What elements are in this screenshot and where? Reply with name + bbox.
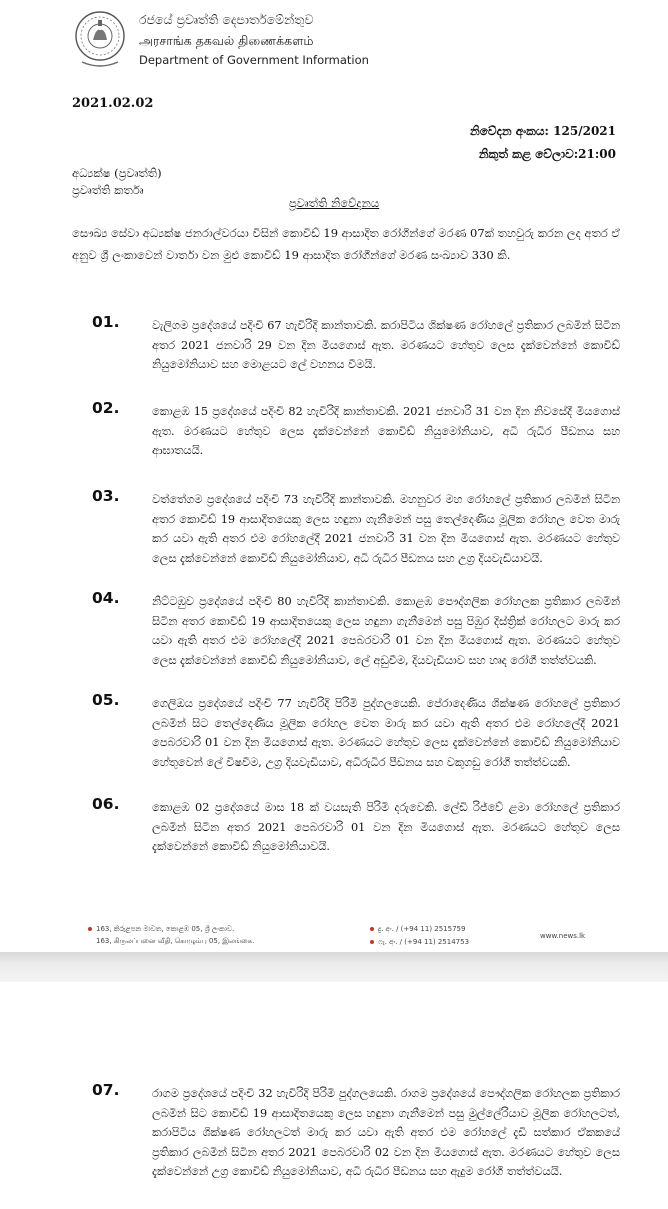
item-number: 06. (92, 795, 120, 813)
release-number: නිවේදන අංකය: 125/2021 (469, 124, 616, 138)
page-separator (0, 952, 668, 982)
department-name-tamil: அரசாங்க தகவல் திணைக்களம் (139, 33, 314, 48)
addressee-editor: ප්‍රවෘත්ති කර්තෘ (72, 183, 144, 197)
sri-lanka-emblem-icon (72, 6, 128, 70)
footer-address-sinhala-text: 163, කිරුළපන මාවත, කොළඹ 05, ශ්‍රී ලංකාව. (96, 925, 235, 933)
death-item (92, 313, 620, 375)
death-item (92, 487, 620, 568)
footer-telephone (370, 925, 465, 934)
bullet-dot-icon (88, 927, 92, 931)
intro-paragraph: සෞඛ්‍ය සේවා අධ්‍යක්ෂ ජනරාල්වරයා විසින් කොවිඩ් 19 ආසාදිත රෝගීන්ගේ මරණ 07ක් තහවුරු කරන ලද අතර ඒ අනුව ශ්‍රී ලංකාවෙන් වාර්තා වන මුළු කොවිඩ් 19 ආසාදිත රෝගීන්ගේ මරණ සංඛ්‍යාව 330 කි. (72, 226, 621, 262)
addressee-director: අධ්‍යක්ෂ (ප්‍රවෘත්ති) (72, 166, 162, 180)
item-text: වැලිගම ප්‍රදේශයේ පදිංචි 67 හැවිරිදි කාන්තාවකි. කරාපිටිය ශික්ෂණ රෝහලේ ප්‍රතිකාර ලබමින් සිටින අතර 2021 ජනවාරි 29 වන දින මියගොස් ඇත. මරණයට හේතුව ලෙස දැක්වෙන්නේ කොවිඩ් නියුමෝනියාව සහ මොළයට ලේ වහනය වීමයි. (152, 319, 620, 371)
document-title-text: ප්‍රවෘත්ති නිවේදනය (288, 196, 380, 210)
footer-address-sinhala (88, 925, 234, 934)
item-text: කොළඹ 02 ප්‍රදේශයේ මාස 18 ක් වයසැති පිරිමි දරුවෙකි. ලේඩි රිජ්වේ ළමා රෝහලේ ප්‍රතිකාර ලබමින් සිටින අතර 2021 පෙබරවාරි 01 වන දින මියගොස් ඇත. මරණයට හේතුව ලෙස දැක්වෙන්නේ කොවිඩ් නියුමෝනියාවයි. (152, 801, 620, 853)
item-text: කොළඹ 15 ප්‍රදේශයේ පදිංචි 82 හැවිරිදි කාන්තාවකි. 2021 ජනවාරි 31 වන දින නිවසේදී මියගොස් ඇත. මරණයට හේතුව ලෙස දැක්වෙන්නේ කොවිඩ් නියුමෝනියාව, අධි රුධිර පීඩනය සහ ආඝාතයයි. (152, 405, 620, 457)
footer-fax-text: ෆැ. අං. / (+94 11) 2514753 (378, 938, 470, 946)
item-number: 04. (92, 589, 120, 607)
document-page-2 (0, 982, 668, 1209)
item-text: රාගම ප්‍රදේශයේ පදිංචි 32 හැවිරිදි පිරිමි පුද්ගලයෙකි. රාගම ප්‍රදේශයේ පෞද්ගලික රෝහලක ප්‍රතිකාර ලබමින් සිට කොවිඩ් 19 ආසාදිතයෙකු ලෙස හඳුනා ගැනීමෙන් පසු මුල්ලේරියාව මූලික රෝහලටත්, කරාපිටිය ශික්ෂණ රෝහලටත් මාරු කර යවා ඇති අතර එම රෝහලේ දැඩි සත්කාර ඒකකයේ ප්‍රතිකාර ලබමින් සිටින අතර 2021 පෙබරවාරි 02 වන දින මියගොස් ඇත. මරණයට හේතුව ලෙස දැක්වෙන්නේ උග්‍ර කොවිඩ් නියුමෝනියාව, අධි රුධිර පීඩනය සහ ඇදුම රෝගී තත්ත්වයයි. (152, 1087, 620, 1178)
item-text: නිට්ටඹුව ප්‍රදේශයේ පදිංචි 80 හැවිරිදි කාන්තාවකි. කොළඹ පෞද්ගලික රෝහලක ප්‍රතිකාර ලබමින් සිටින අතර කොවිඩ් 19 ආසාදිතයෙකු ලෙස හඳුනා ගැනීමෙන් පසු පිඹුර දිස්ත්‍රික් රෝහලට මාරු කර යවා ඇති අතර එම රෝහලේදී 2021 පෙබරවාරි 01 වන දින මියගොස් ඇත. මරණයට හේතුව ලෙස දැක්වෙන්නේ කොවිඩ් නියුමෝනියාව, ලේ අඩුවීම, දියවැඩියාව සහ හෘද රෝගී තත්ත්වයකි. (152, 595, 620, 667)
item-number: 07. (92, 1081, 120, 1099)
release-time: නිකුත් කළ වේලාව:21:00 (478, 147, 616, 161)
death-item (92, 399, 620, 461)
footer-address-tamil: 163, கிருலப்பனை வீதி, கொழும்பு 05, இலங்கை. (96, 937, 255, 945)
death-item (92, 589, 620, 670)
item-text: ගෙලිඔය ප්‍රදේශයේ පදිංචි 77 හැවිරිදි පිරිමි පුද්ගලයෙකි. පේරාදෙණිය ශික්ෂණ රෝහලේ ප්‍රතිකාර ලබමින් සිට තෙල්දෙණිය මූලික රෝහල වෙත මාරු කර යවා ඇති අතර එම රෝහලේදී 2021 පෙබරවාරි 01 වන දින මියගොස් ඇත. මරණයට හේතුව ලෙස දැක්වෙන්නේ කොවිඩ් නියුමෝනියාව හේතුවෙන් ලේ විෂවීම, උග්‍ර දියවැඩියාව, අධිරුධිර පීඩනය සහ වකුගඩු රෝගී තත්ත්වයකි. (152, 697, 620, 769)
death-item (92, 1081, 620, 1182)
fax-icon (370, 940, 374, 944)
item-number: 05. (92, 691, 120, 709)
footer-website: www.news.lk (540, 932, 586, 940)
department-name-sinhala: රජයේ ප්‍රවෘත්ති දෙපාර්තමේන්තුව (139, 12, 314, 27)
item-number: 02. (92, 399, 120, 417)
document-title (0, 196, 668, 211)
phone-icon (370, 927, 374, 931)
item-number: 01. (92, 313, 120, 331)
item-text: වත්තේගම ප්‍රදේශයේ පදිංචි 73 හැවිරිදි කාන්තාවකි. මහනුවර මහ රෝහලේ ප්‍රතිකාර ලබමින් සිටින අතර කොවිඩ් 19 ආසාදිතයෙකු ලෙස හඳුනා ගැනීමෙන් පසු තෙල්දෙණිය මූලික රෝහල වෙත මාරු කර යවා ඇති අතර එම රෝහලේදී 2021 ජනවාරි 31 වන දින මියගොස් ඇත. මරණයට හේතුව ලෙස දැක්වෙන්නේ කොවිඩ් නියුමෝනියාව, අධි රුධිර පීඩනය සහ උග්‍ර දියවැඩියාවයි. (152, 493, 620, 565)
footer-telephone-text: දු. අං. / (+94 11) 2515759 (378, 925, 466, 933)
department-name-english: Department of Government Information (139, 53, 369, 67)
death-item (92, 691, 620, 772)
document-date: 2021.02.02 (72, 96, 154, 111)
item-number: 03. (92, 487, 120, 505)
death-item (92, 795, 620, 857)
footer-fax (370, 938, 469, 947)
